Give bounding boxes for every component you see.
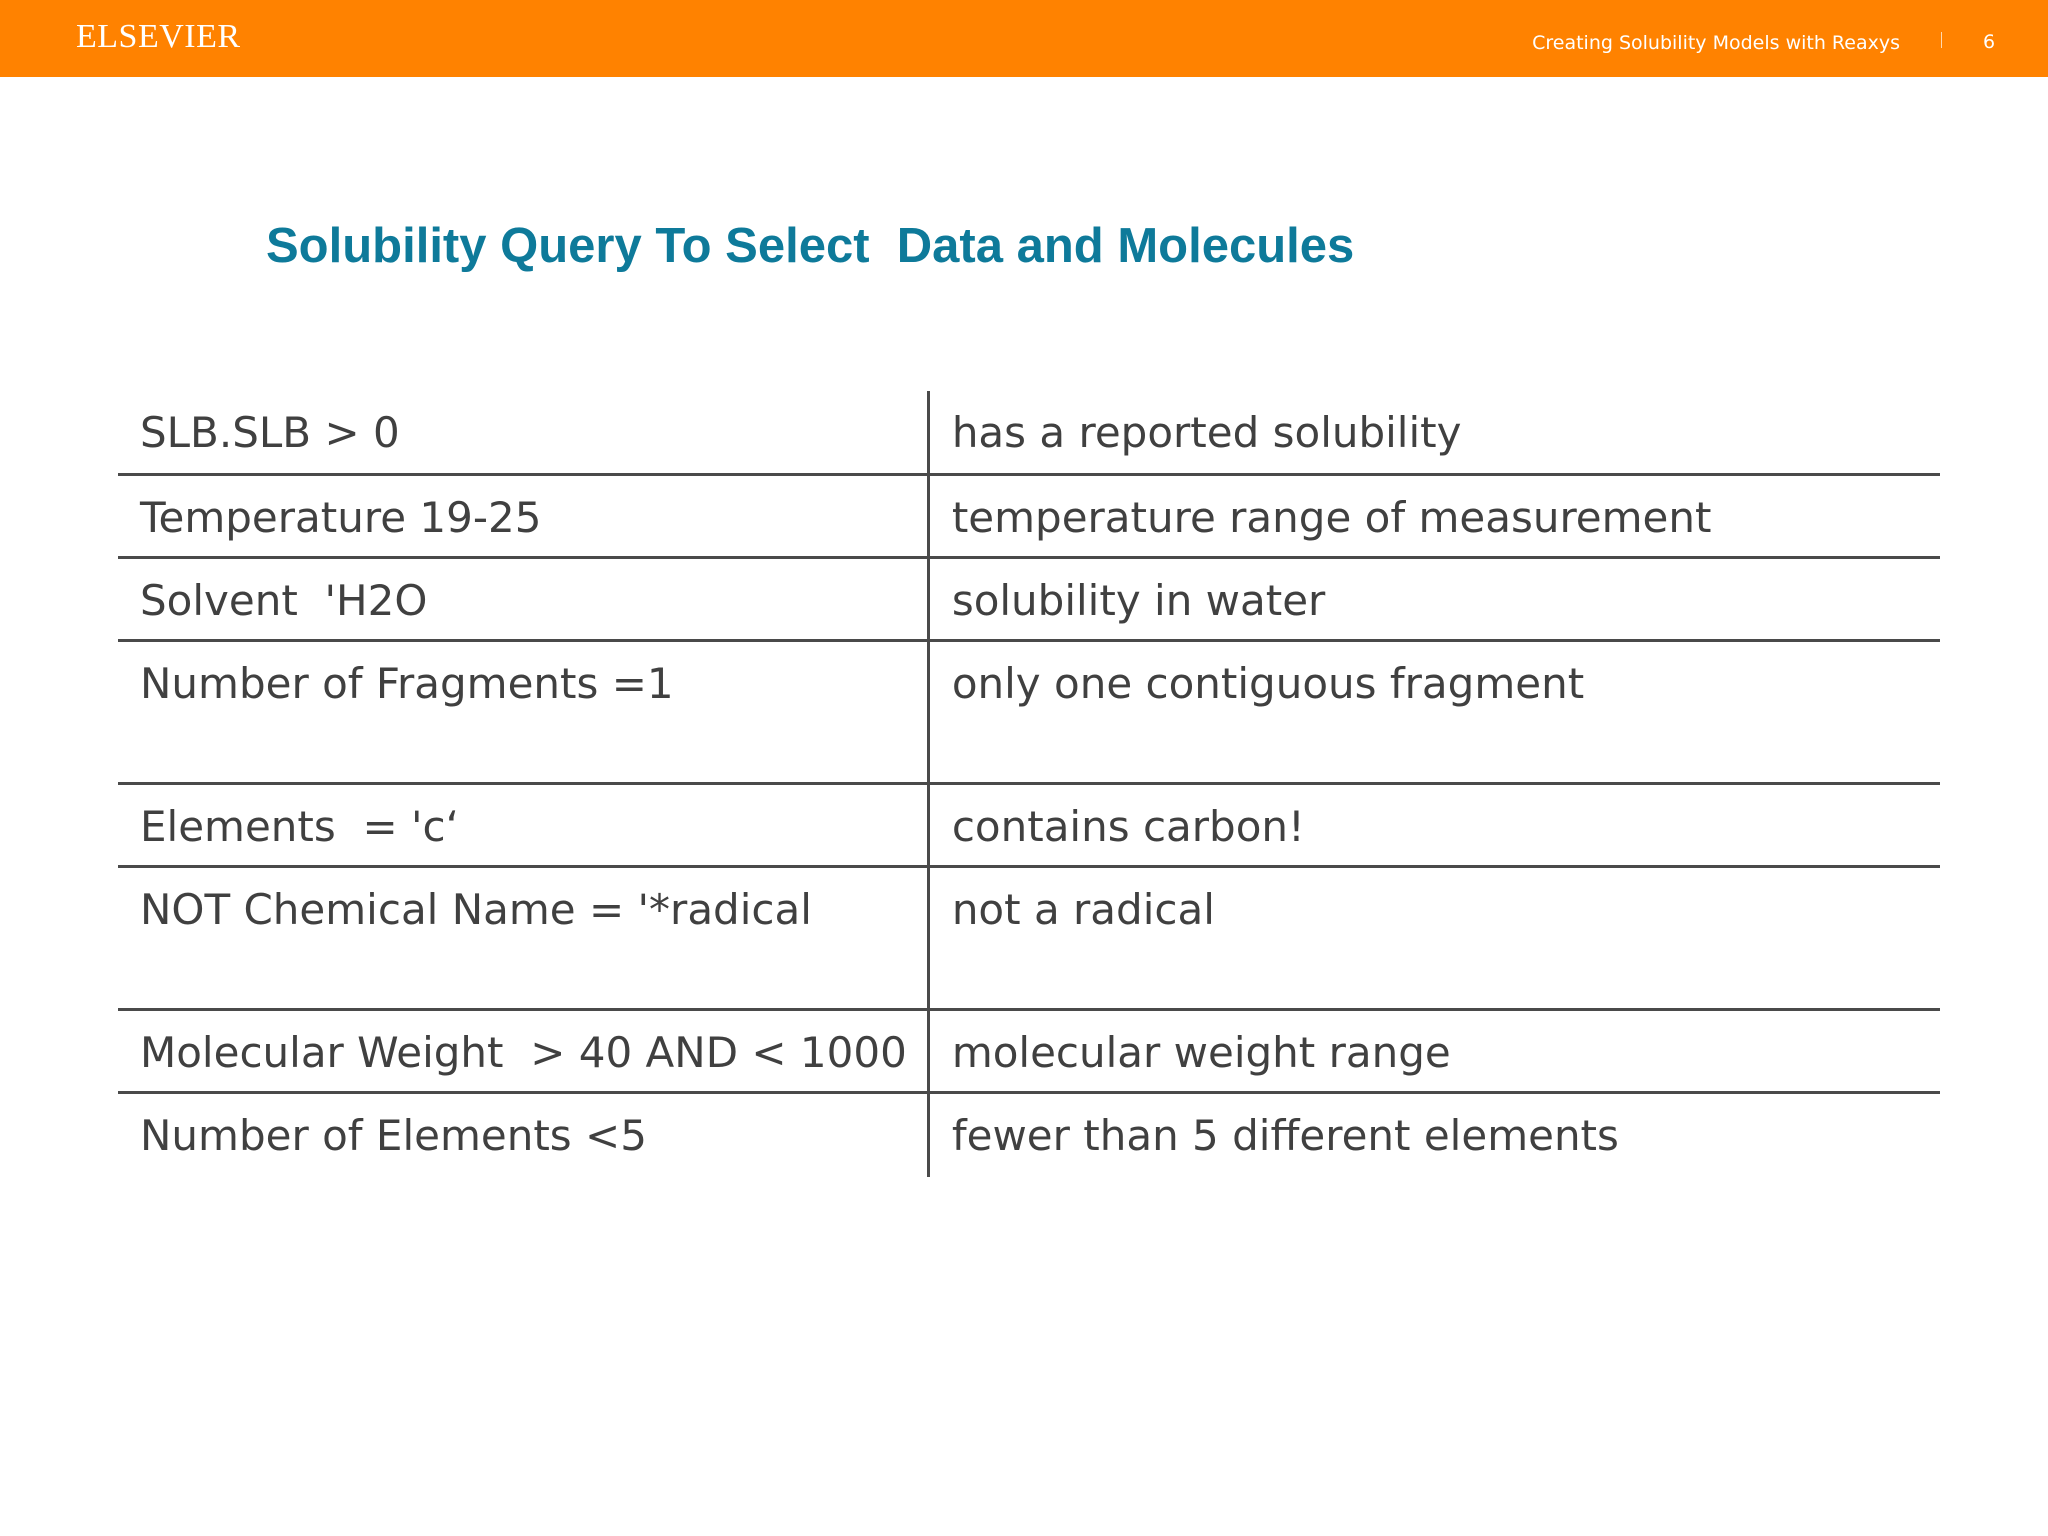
header-divider xyxy=(1941,32,1942,48)
table-row xyxy=(118,640,1940,783)
query-cell: Solvent 'H2O xyxy=(118,557,928,640)
meaning-cell: contains carbon! xyxy=(951,801,1305,851)
table-row xyxy=(118,783,1940,866)
query-cell: SLB.SLB > 0 xyxy=(118,391,928,474)
table-row xyxy=(118,391,1940,474)
query-cell: Elements = 'c‘ xyxy=(118,783,928,866)
query-cell: Temperature 19-25 xyxy=(118,474,928,557)
meaning-cell: has a reported solubility xyxy=(951,408,1462,457)
meaning-cell: solubility in water xyxy=(951,575,1326,625)
table-row xyxy=(118,866,1940,1009)
table-row xyxy=(118,1092,1940,1177)
query-cell: Number of Fragments =1 xyxy=(118,640,928,783)
query-table xyxy=(118,391,1940,1177)
page-number: 6 xyxy=(1983,31,1996,53)
table-row xyxy=(118,474,1940,557)
table-row xyxy=(118,557,1940,640)
meaning-cell: fewer than 5 different elements xyxy=(951,1110,1619,1160)
elsevier-logo: ELSEVIER xyxy=(76,18,241,55)
meaning-cell: not a radical xyxy=(951,884,1215,934)
query-cell: Molecular Weight > 40 AND < 1000 xyxy=(118,1009,928,1092)
meaning-cell: temperature range of measurement xyxy=(951,492,1712,542)
deck-title: Creating Solubility Models with Reaxys xyxy=(1532,32,1900,54)
query-cell: NOT Chemical Name = '*radical xyxy=(118,866,928,1009)
meaning-cell: molecular weight range xyxy=(951,1027,1451,1077)
slide-title: Solubility Query To Select Data and Molecules xyxy=(266,219,1355,273)
query-cell: Number of Elements <5 xyxy=(118,1092,928,1177)
header-bar xyxy=(0,0,2048,77)
table-row xyxy=(118,1009,1940,1092)
meaning-cell: only one contiguous fragment xyxy=(951,658,1585,708)
